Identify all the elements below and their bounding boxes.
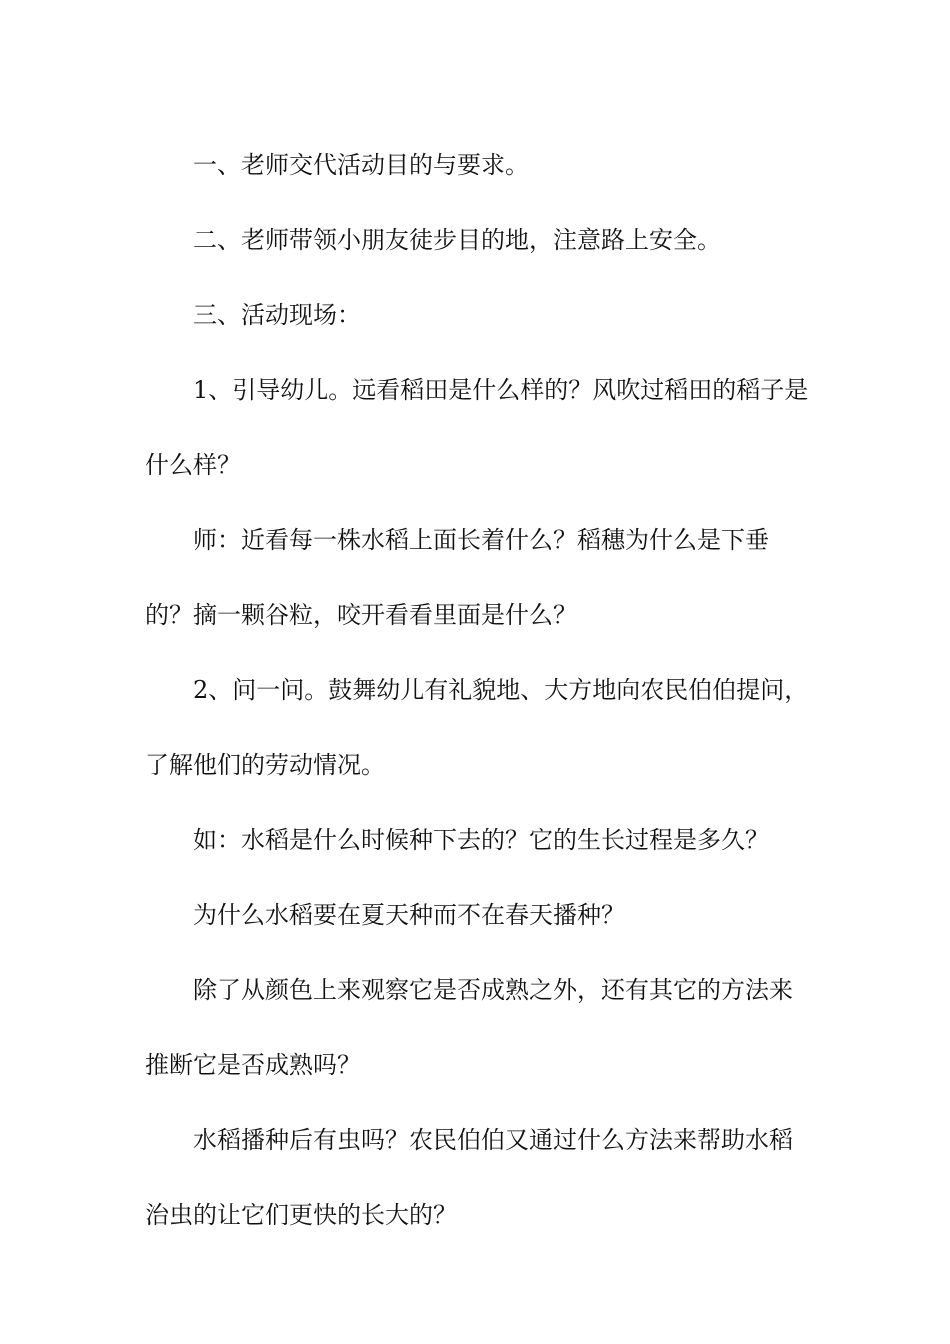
paragraph-example-question-2: 为什么水稻要在夏天种而不在春天播种？ [193, 901, 625, 929]
document-body [145, 128, 815, 1253]
paragraph-example-question-4: 水稻播种后有虫吗？农民伯伯又通过什么方法来帮助水稻治虫的让它们更快的长大的？ [145, 1126, 793, 1229]
paragraph-guide-children: 1、引导幼儿。远看稻田是什么样的？风吹过稻田的稻子是什么样？ [145, 376, 809, 479]
paragraph-example-question-3: 除了从颜色上来观察它是否成熟之外，还有其它的方法来推断它是否成熟吗？ [145, 976, 793, 1079]
paragraph-teacher-questions: 师：近看每一株水稻上面长着什么？稻穗为什么是下垂的？摘一颗谷粒，咬开看看里面是什么？ [145, 526, 769, 629]
paragraph-step-1: 一、老师交代活动目的与要求。 [193, 151, 529, 179]
paragraph-step-2: 二、老师带领小朋友徒步目的地，注意路上安全。 [193, 226, 721, 254]
paragraph-step-3: 三、活动现场： [193, 301, 361, 329]
paragraph-ask-questions: 2、问一问。鼓舞幼儿有礼貌地、大方地向农民伯伯提问，了解他们的劳动情况。 [145, 676, 809, 779]
paragraph-example-question-1: 如：水稻是什么时候种下去的？它的生长过程是多久？ [193, 826, 769, 854]
